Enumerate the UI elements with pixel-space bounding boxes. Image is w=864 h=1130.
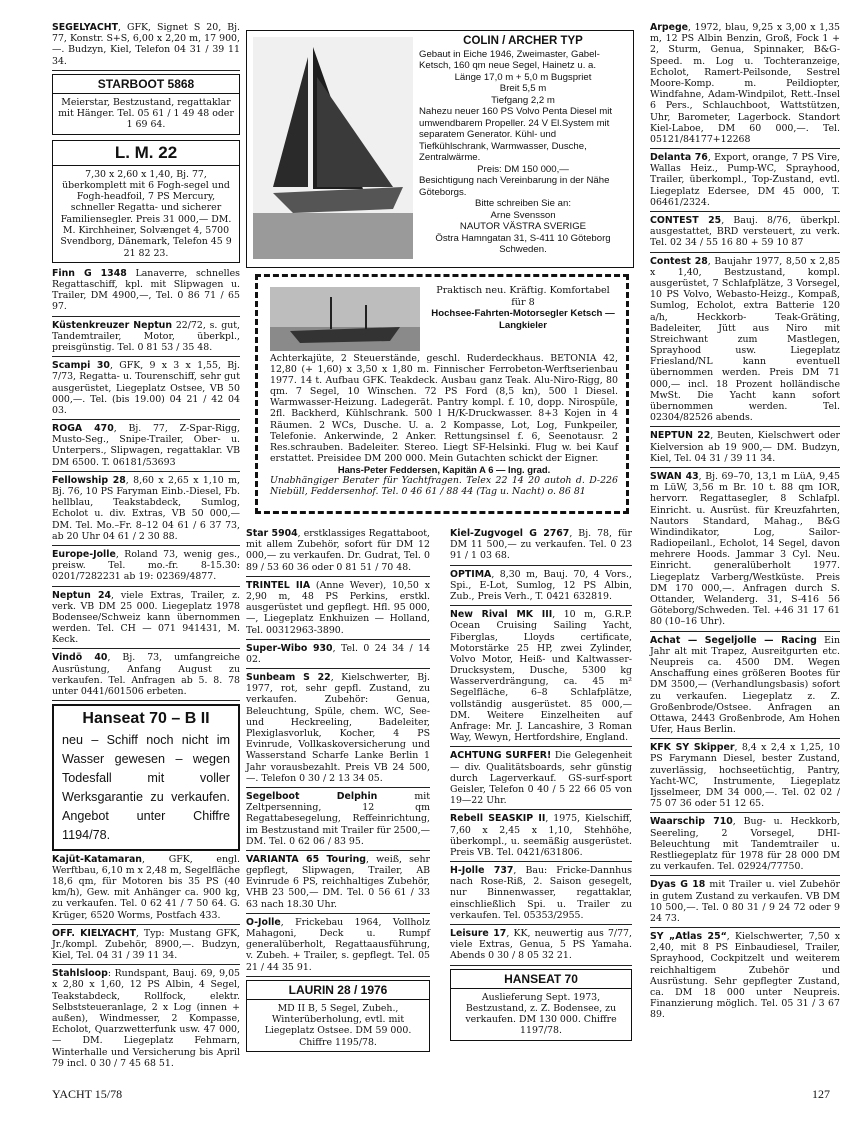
ad-text: , Beuten, Kielschwert oder Kielversion ab 19 900,— DM. Budzyn, Kiel, Tel. 04 31 / 39 11 34.	[650, 430, 840, 464]
classified-ad	[246, 917, 430, 977]
ad-text: , GFK, engl. Werftbau, 6,10 m x 2,48 m, Segelfläche 18,6 qm, für Motoren bis 35 PS (40 km/h), Gew. mit Anhänger ca. 900 kg, zu verkaufen. Tel. 0 62 41 / 7 50 64. G. Krüger, 6520 Worms, Postfach 433.	[52, 853, 240, 921]
ad-title: Delanta 76	[650, 152, 708, 164]
ad-title: Leisure 17	[450, 928, 507, 939]
ad-title: Dyas G 18	[650, 879, 706, 891]
ad-text: , GFK, 9 x 3 x 1,55, Bj. 7/73, Regatta- u. Tourenschiff, sehr gut ausgerüstet, Liegeplatz Ostsee, VB 50 000,—. Tel. (bis 19.00) 04 21 / 42 04 03.	[52, 360, 241, 416]
ad-title: SEGELYACHT	[52, 22, 119, 33]
ad-title: Segelboot Delphin	[246, 790, 378, 802]
ad-title: Stahlsloop	[52, 968, 108, 980]
classified-ad	[650, 152, 840, 212]
magazine-issue: YACHT 15/78	[52, 1087, 123, 1101]
ad-title: Kajüt-Katamaran	[52, 853, 142, 865]
colin-line: Preis: DM 150 000,—	[477, 163, 569, 175]
ad-text: , Bj. 69–70, 13,1 m LüA, 9,45 m LüW, 3,56 m Br. 10 t. 88 qm IOR, hervorr. Regattasegler, 8 Schlafpl. Einricht. u. Ausrüst. für Kreuzfahrten, Nautors Standard, Mahag., B&G Windindikator, Log, Sailor-Radiopeilanl., Echolot, 14 Segel, davon mehrere Hoods. Jammar 3 Cyl. Neu. Einricht. generalüberholt 1977. Liegeplatz Varberg/Westküste. Preis DM 170 000,—. Anfragen durch S. Ottander, Welanderg. 31, S-416 56 Göteborg/Schweden. Tel. +46 31 17 61 80 (10–16 Uhr).	[650, 470, 840, 628]
betonia-ad	[255, 274, 629, 514]
ad-title: STARBOOT 5868	[53, 75, 239, 94]
classified-ad	[650, 430, 840, 468]
ad-text: , Bauj. 8/76, überkpl. ausgestattet, BRD versteuert, zu verk. Tel. 02 34 / 55 16 80 + 59 10 87	[650, 215, 841, 249]
classified-ad	[450, 865, 632, 925]
ad-title: Fellowship 28	[52, 474, 126, 486]
ad-text: , Bj. 77, Z-Spar-Rigg, Musto-Seg., Snipe-Trailer, Ober- u. Unterpers., Slipwagen, regattaklar. VB DM 6500. T. 06181/53693	[52, 423, 240, 468]
column-4	[650, 22, 840, 1027]
ad-title: New Rival MK III	[450, 609, 553, 621]
ad-text: Ein Jahr alt mit Trapez, Ausreitgurten etc. Neupreis ca. 4500 DM. Wegen Anschaffung eines größeren Bootes für DM 3500,— (Verhandlungsbasis) sofort zu verkaufen. Liegeplatz z. Z. Großenbrode/Ostsee. Anfragen an Ottawa, 2443 Großenbrode, Am Hohen Ufer, Haus Berlin.	[650, 634, 840, 736]
ad-title: L. M. 22	[53, 141, 239, 166]
ad-title: O-Jolle	[246, 916, 281, 928]
classified-ad	[246, 643, 430, 669]
ad-text: , Roland 73, wenig ges., preisw. Tel. mo.-fr. 8-15.30: 0201/7282231 ab 19: 02369/4877.	[52, 548, 240, 583]
ad-title: Arpege	[650, 22, 689, 33]
ad-title: OPTIMA	[450, 568, 492, 580]
ad-text: , Bug- u. Heckkorb, Seereling, 2 Vorsegel, DHI-Beleuchtung mit Tandemtrailer u. Restliegeplatz für 1978 für 28 000 DM zu verkaufen. Tel. 02924/77750.	[650, 816, 840, 873]
colin-line: Nahezu neuer 160 PS Volvo Penta Diesel mit umwendbarem Propeller. 24 V El.System mit separatem Generator. Kühl- und Tiefkühlschrank, Warmwasser, Dusche, Zentralwärme.	[419, 106, 613, 164]
classified-ad	[52, 268, 240, 317]
ad-text: Meierstar, Bestzustand, regattaklar mit Hänger. Tel. 05 61 / 1 49 48 oder 1 69 64.	[58, 96, 234, 131]
colin-line: Gebaut in Eiche 1946, Zweimaster, Gabel-Ketsch, 160 qm neue Segel, Hainetz u. a.	[419, 48, 600, 72]
ad-text: , 1975, Kielschiff, 7,60 x 2,45 x 1,10, Stehhöhe, überkompl., u. seemäßig ausgerüstet. Preis VB. Tel. 0421/631806.	[450, 813, 632, 858]
ad-text: , Tel. 0 24 34 / 14 02.	[246, 642, 430, 665]
ad-title: OFF. KIELYACHT	[52, 927, 137, 939]
classified-ad	[52, 704, 240, 850]
ad-title: Rebell SEASKIP II	[450, 813, 546, 825]
ad-text: , 10 m, G.R.P. Ocean Cruising Sailing Yacht, Fiberglas, Lloyds certificate, Motorstärke 25 HP, zwei Zylinder, Volvo Motor, Heiß- und Kaltwasser-Drucksystem, Dusche, 5300 kg Wasserverdrängung, ca. 45 m² Segelfläche, 6–8 Schlafplätze, vollständig ausgerüstet. 85 000,— DM. Weitere Einzelheiten auf Anfrage: Mr. J. Lancashire, 3 Roman Way, Wewyn, Hertfordshire, England.	[450, 609, 632, 744]
ad-title: ROGA 470	[52, 423, 114, 435]
ad-text: , Export, orange, 7 PS Vire, Wallas Heiz., Pump-WC, Sprayhood, Trailer, überkompl., Top-Zustand, evtl. Liegeplatz Edersee, DM 45 000, T. 06461/2324.	[650, 152, 840, 208]
ad-text: , Frickebau 1964, Vollholz Mahagoni, Deck u. Rumpf generalüberholt, Regattaausführung, v. Zubeh. + Trailer, s. gepflegt. Tel. 05 21 / 44 35 91.	[246, 916, 430, 973]
classified-ad	[246, 580, 430, 640]
classified-ad	[52, 549, 240, 587]
ad-title: CONTEST 25	[650, 215, 722, 226]
colin-line: Breit 5,5 m	[499, 83, 547, 95]
classified-ad	[52, 140, 240, 263]
ad-text: , Bj. 73, umfangreiche Ausrüstung, Anfang August zu verkaufen. Tel. Anfragen ab 5. 8. 78 unter 0441/601506 erbeten.	[52, 652, 240, 698]
ad-title: Europe-Jolle	[52, 548, 116, 560]
classified-ad	[650, 931, 840, 1024]
ad-title: Vindö 40	[52, 652, 108, 664]
classified-ad	[52, 590, 240, 650]
betonia-body: Achterkajüte, 2 Steuerstände, geschl. Ruderdeckhaus. BETONIA 42, 12,80 (+ 1,60) x 3,50 x 1,80 m. Finnischer Ferrobeton-Werftserienbau 1977. 14 t. Aufbau GFK. Teakdeck. Ausbau ganz Teak. Alu-Niro-Rigg, 80 qm. 7 Segel, 10 Winschen. 72 PS Ford (8,5 kn), 500 l Diesel. Warmwasser-Heizung. Ladegerät. Pantry kompl. f. 10, dopp. Nirospüle, 2fl. Backherd, Kühlschrank. 500 l H/K-Druckwasser. 8+3 Kojen in 4 Räumen. 2 WCs, Dusche. U. a. 2 Kompasse, Lot, Log, Funkpeiler, Telefonie. Ankerwinde, 2 Anker. Rettungsinsel f. 6, Seenotausr. 2 Res.schrauben. Badeleiter. Stereo. Liegt SF-Helsinki. Flug w. bei Kauf erstattet. Preisidee DM 200 000. Mein Gutachten schickt der Eigner.	[270, 353, 618, 464]
ad-title: Super-Wibo 930	[246, 642, 333, 654]
ad-title: LAURIN 28 / 1976	[247, 981, 429, 1000]
betonia-title: Hochsee-Fahrten-Motorsegler Ketsch — Langkieler	[431, 308, 615, 331]
classified-ad	[52, 74, 240, 135]
column-1	[52, 22, 240, 1075]
betonia-intro: Praktisch neu. Kräftig. Komfortabel für 8	[436, 285, 610, 308]
ad-title: Neptun 24	[52, 589, 111, 601]
ad-title: H-Jolle 737	[450, 865, 514, 877]
ad-text: , Typ: Mustang GFK, Jr./kompl. Zubehör, 8900,—. Budzyn, Kiel, Tel. 04 31 / 39 11 34.	[52, 927, 240, 962]
classified-ad	[450, 969, 632, 1041]
ad-text: (Anne Wever), 10,50 x 2,90 m, 48 PS Perkins, erstkl. ausgerüstet und gepflegt. Hfl. 95 000,—, Liegeplatz Enkhuizen — Holland, Tel. 00312963-3890.	[246, 579, 430, 636]
classified-ad	[650, 256, 840, 428]
ad-text: , Baujahr 1977, 8,50 x 2,85 x 1,40, Bestzustand, kompl. ausgerüstet, 7 Schlafplätze, 3 Vorsegel, 10 PS Volvo, Webasto-Heizg., Kompaß, Sumlog, Echolot, extra Batterie 120 a/h, Heckkorb- Teak-Gräting, Badeleiter, Jütt aus Niro mit Streichwant zum Mastlegen, Sprayhood usw. Liegeplatz Friesland/NL kann eventuell übernommen werden. Preis DM 71 000,— incl. 18 Prozent holländische MwSt. Die Yacht kann sofort übernommen werden. Tel. 02304/82526 abends.	[650, 255, 840, 424]
ad-title: TRINTEL IIA	[246, 579, 311, 591]
colin-line: Bitte schreiben Sie an:	[475, 198, 571, 210]
ad-text: , 8,4 x 2,4 x 1,25, 10 PS Farymann Diesel, bester Zustand, zuverlässig, hochseetüchtig, Pantry, Yacht-WC, Instrumente, Liegeplatz Ijsselmeer, DM 34 000,—. Tel. 02 02 / 75 07 36 oder 51 12 65.	[650, 742, 840, 810]
ad-title: Achat — Segeljolle — Racing	[650, 634, 817, 646]
colin-line: Östra Hamngatan 31, S-411 10 Göteborg Schweden.	[435, 232, 611, 256]
classified-ad	[246, 980, 430, 1052]
ad-title: Hanseat 70 – B II	[82, 710, 210, 728]
ad-text: mit Trailer u. viel Zubehör in gutem Zustand zu verkaufen. VB DM 10 500,—. Tel. 0 80 31 / 9 24 72 oder 9 24 73.	[650, 879, 840, 924]
motorsailer-photo	[270, 287, 420, 351]
ad-text: : Rundspant, Bauj. 69, 9,05 x 2,80 x 1,60, 12 PS Albin, 4 Segel, Teakstabdeck, Rollfock, elektr. Selbststeueranlage, 2 x Log (innen + außen), Windmesser, 2 Kompasse, Echolot, Quarzwetterfunk usw. 47 000,— DM. Liegeplatz Fehmarn, Winterhalle und Versicherung bis April 79 incl. 0 30 / 7 45 68 51.	[52, 968, 240, 1069]
ad-text: Auslieferung Sept. 1973, Bestzustand, z. Z. Bodensee, zu verkaufen. DM 130 000. Chiffre 1197/78.	[465, 991, 617, 1037]
ad-title: KFK SY Skipper	[650, 742, 735, 754]
ad-text: Die Gelegenheit — div. Qualitätsboards, sehr günstig durch Lagerverkauf. GS-surf-sport Geisler, Telefon 0 40 / 5 22 66 05 von 19—22 Uhr.	[450, 750, 633, 807]
colin-title: COLIN / ARCHER TYP	[463, 35, 583, 47]
classified-ad	[650, 635, 840, 740]
classified-ad	[650, 471, 840, 632]
classified-ad	[450, 528, 632, 566]
ad-title: Finn G 1348	[52, 267, 127, 279]
colin-line: Besichtigung nach Vereinbarung in der Nähe Göteborgs.	[419, 175, 610, 198]
classified-ad	[650, 816, 840, 876]
ad-text: neu – Schiff noch nicht im Wasser gewesen – wegen Todesfall mit voller Werksgarantie zu verkaufen. Angebot unter Chiffre 1194/78.	[62, 733, 230, 842]
betonia-contact: Unabhängiger Berater für Yachtfragen. Telex 22 14 20 autoh d. D-226 Niebüll, Feddersenhof. Tel. 0 46 61 / 88 44 (Tag u. Nacht) o. 86 81	[270, 475, 618, 498]
classified-ad	[650, 742, 840, 813]
classified-ad	[52, 320, 240, 358]
classified-ad	[52, 854, 240, 925]
classified-ad	[246, 854, 430, 914]
classified-ad	[450, 813, 632, 862]
ad-text: , erstklassiges Regattaboot, mit allem Zubehör, sofort für DM 12 000,— zu verkaufen. Dr. Gudrat, Tel. 0 89 / 53 60 36 oder 0 81 51 / 70 48.	[246, 528, 430, 573]
ad-text: , weiß, sehr gepflegt, Slipwagen, Trailer, AB Evinrude 6 PS, reichhaltiges Zubehör, VHB 23 500,— DM. Tel. 0 56 61 / 33 63 nach 18.30 Uhr.	[246, 853, 430, 910]
classified-ad	[450, 609, 632, 747]
ad-title: Küstenkreuzer Neptun	[52, 319, 173, 331]
classified-ad	[52, 968, 240, 1072]
classified-ad	[650, 215, 840, 253]
ad-title: HANSEAT 70	[451, 970, 631, 989]
ad-text: , GFK, Signet S 20, Bj. 77, Konstr. S+S, 6,00 x 2,20 m, 17 900,—. Budzyn, Kiel, Telefon 04 31 / 39 11 34.	[52, 22, 240, 67]
ad-title: SY „Atlas 25“	[650, 931, 727, 943]
classified-ad	[52, 652, 240, 701]
ad-text: 7,30 x 2,60 x 1,40, Bj. 77, überkomplett mit 6 Fogh-segel und Fogh-headfoil, 7 PS Mercury, schneller Regatta- und sicherer Familiensegler. Preis 31 000,— DM. M. Kirchheiner, Solvænget 4, 5700 Svendborg, Dänemark, Telefon 45 9 21 82 23.	[60, 168, 232, 259]
colin-archer-ad	[246, 30, 634, 268]
colin-line: Arne Svensson	[490, 209, 556, 221]
ad-text: mit Zeltpersenning, 12 qm Regattabesegelung, Reffeinrichtung, im Bestzustand mit Trailer für 2500,— DM. Tel. 0 62 06 / 83 95.	[246, 790, 430, 847]
ad-text: , 8,60 x 2,65 x 1,10 m, Bj. 76, 10 PS Faryman Einb.-Diesel, Fb. hellblau, Teakstabdeck, Sumlog, Echolot u. div. Extras, VB 50 000,— DM. Tel. Mo.–Fr. 8–12 04 61 / 6 37 73, ab 20 Uhr 04 61 / 2 30 88.	[52, 474, 240, 542]
ad-text: , Bj. 78, für DM 11 500,— zu verkaufen. Tel. 0 23 91 / 1 03 68.	[450, 528, 632, 562]
colin-line: NAUTOR VÄSTRA SVERIGE	[459, 221, 587, 233]
ad-text: , Kielschwerter, Bj. 1977, rot, sehr gepfl. Zustand, zu verkaufen. Zubehör: Genua, Beleuchtung, Spüle, chem. WC, See- und Heckreeling, Badeleiter, Plexiglasvorluk, Kocher, 4 PS Evinrude, Vollkaskoversicherung und Wasserstand Scharfe Lanke Berlin 1 Jahr vorausbezahlt. Preis VB 24 500,—. Telefon 0 30 / 2 13 34 05.	[246, 672, 430, 784]
classified-ad	[650, 22, 840, 149]
classified-ad	[52, 475, 240, 546]
ad-text: , KK, neuwertig aus 7/77, viele Extras, Genua, 5 PS Yamaha. Abends 0 30 / 8 05 32 21.	[450, 928, 632, 962]
ad-text: Lanaverre, schnelles Regattaschiff, kpl. mit Slipwagen u. Trailer, DM 4900,—, Tel. 0 86 71 / 65 97.	[52, 267, 240, 313]
classified-ad	[450, 750, 632, 810]
ad-text: 22/72, s. gut, Tandemtrailer, Motor, überkpl., preisgünstig. Tel. 0 81 53 / 35 48.	[52, 319, 240, 353]
classified-ad	[246, 672, 430, 788]
classified-ad	[52, 928, 240, 966]
colin-line: Länge 17,0 m + 5,0 m Bugspriet	[454, 71, 592, 83]
ad-text: , Kielschwerter, 7,50 x 2,40, mit 8 PS Einbaudiesel, Trailer, Sprayhood, Cockpitzelt und weiterem reichhaltigem Zubehör und Ausrüstung. Sehr gepflegter Zustand, ca. DM 18 000 unter Neupreis. Finanzierung möglich. Tel. 05 31 / 3 67 89.	[650, 931, 840, 1021]
classified-ad	[52, 360, 240, 420]
ad-text: , Bau: Fricke-Dannhus nach Rose-Riß, 2. Saison gesegelt, nur Binnenwasser, regattaklar, einschließlich Spi. u. Trailer zu verkaufen. Tel. 05353/2955.	[450, 865, 632, 921]
classified-ad	[450, 928, 632, 966]
column-3	[450, 528, 632, 1046]
page-number: 127	[812, 1087, 830, 1101]
betonia-signature: Hans-Peter Feddersen, Kapitän A 6 — Ing. grad.	[337, 463, 551, 475]
colin-line: Tiefgang 2,2 m	[491, 94, 555, 106]
ad-title: Scampi 30	[52, 360, 110, 372]
ad-title: ACHTUNG SURFER!	[450, 750, 552, 762]
ad-text: , 1972, blau, 9,25 x 3,00 x 1,35 m, 12 PS Albin Benzin, Groß, Fock 1 + 2, Sturm, Genua, Spinnaker, B&G-Speed. m. Log u. Tochteranzeige, Echolot, Ramert-Peilsonde, Sestrel Moore-Komp. m. Peildiopter, Windfahne, Adam-Windpilot, Rett.-Insel 6 Pers., Schlauchboot, Wattstützen, Uhr, Barometer, Lagerbock. Standort Kiel-Laboe, DM 60 000,—. Tel. 05121/84177+12268	[650, 22, 840, 145]
ad-title: SWAN 43	[650, 470, 699, 482]
ad-title: Contest 28	[650, 255, 708, 267]
ad-title: VARIANTA 65 Touring	[246, 853, 367, 865]
classified-ad	[52, 423, 240, 472]
ketch-photo	[253, 37, 413, 259]
ad-title: NEPTUN 22	[650, 430, 711, 442]
ad-text: , viele Extras, Trailer, z. verk. VB DM 25 000. Liegeplatz 1978 Bodensee/Schweiz kann übernommen werden. Tel. CH — 071 941431, M. Keck.	[52, 589, 240, 646]
column-2	[246, 528, 430, 1057]
classified-ad	[450, 569, 632, 607]
ad-title: Sunbeam S 22	[246, 672, 331, 684]
ad-title: Star 5904	[246, 528, 298, 539]
classified-ad	[246, 528, 430, 577]
ad-text: , 8,30 m, Bauj. 70, 4 Vors., Spi., E-Lot, Sumlog, 12 PS Albin, Zub., Preis Verh., T. 0421 632819.	[450, 568, 632, 602]
ad-text: MD II B, 5 Segel, Zubeh., Winterüberholung, evtl. mit Liegeplatz Ostsee. DM 59 000. Chiffre 1195/78.	[264, 1002, 412, 1048]
classified-ad	[52, 22, 240, 71]
ad-title: Kiel-Zugvogel G 2767	[450, 528, 570, 539]
ad-title: Waarschip 710	[650, 816, 733, 828]
classified-ad	[650, 879, 840, 928]
classified-ad	[246, 791, 430, 851]
